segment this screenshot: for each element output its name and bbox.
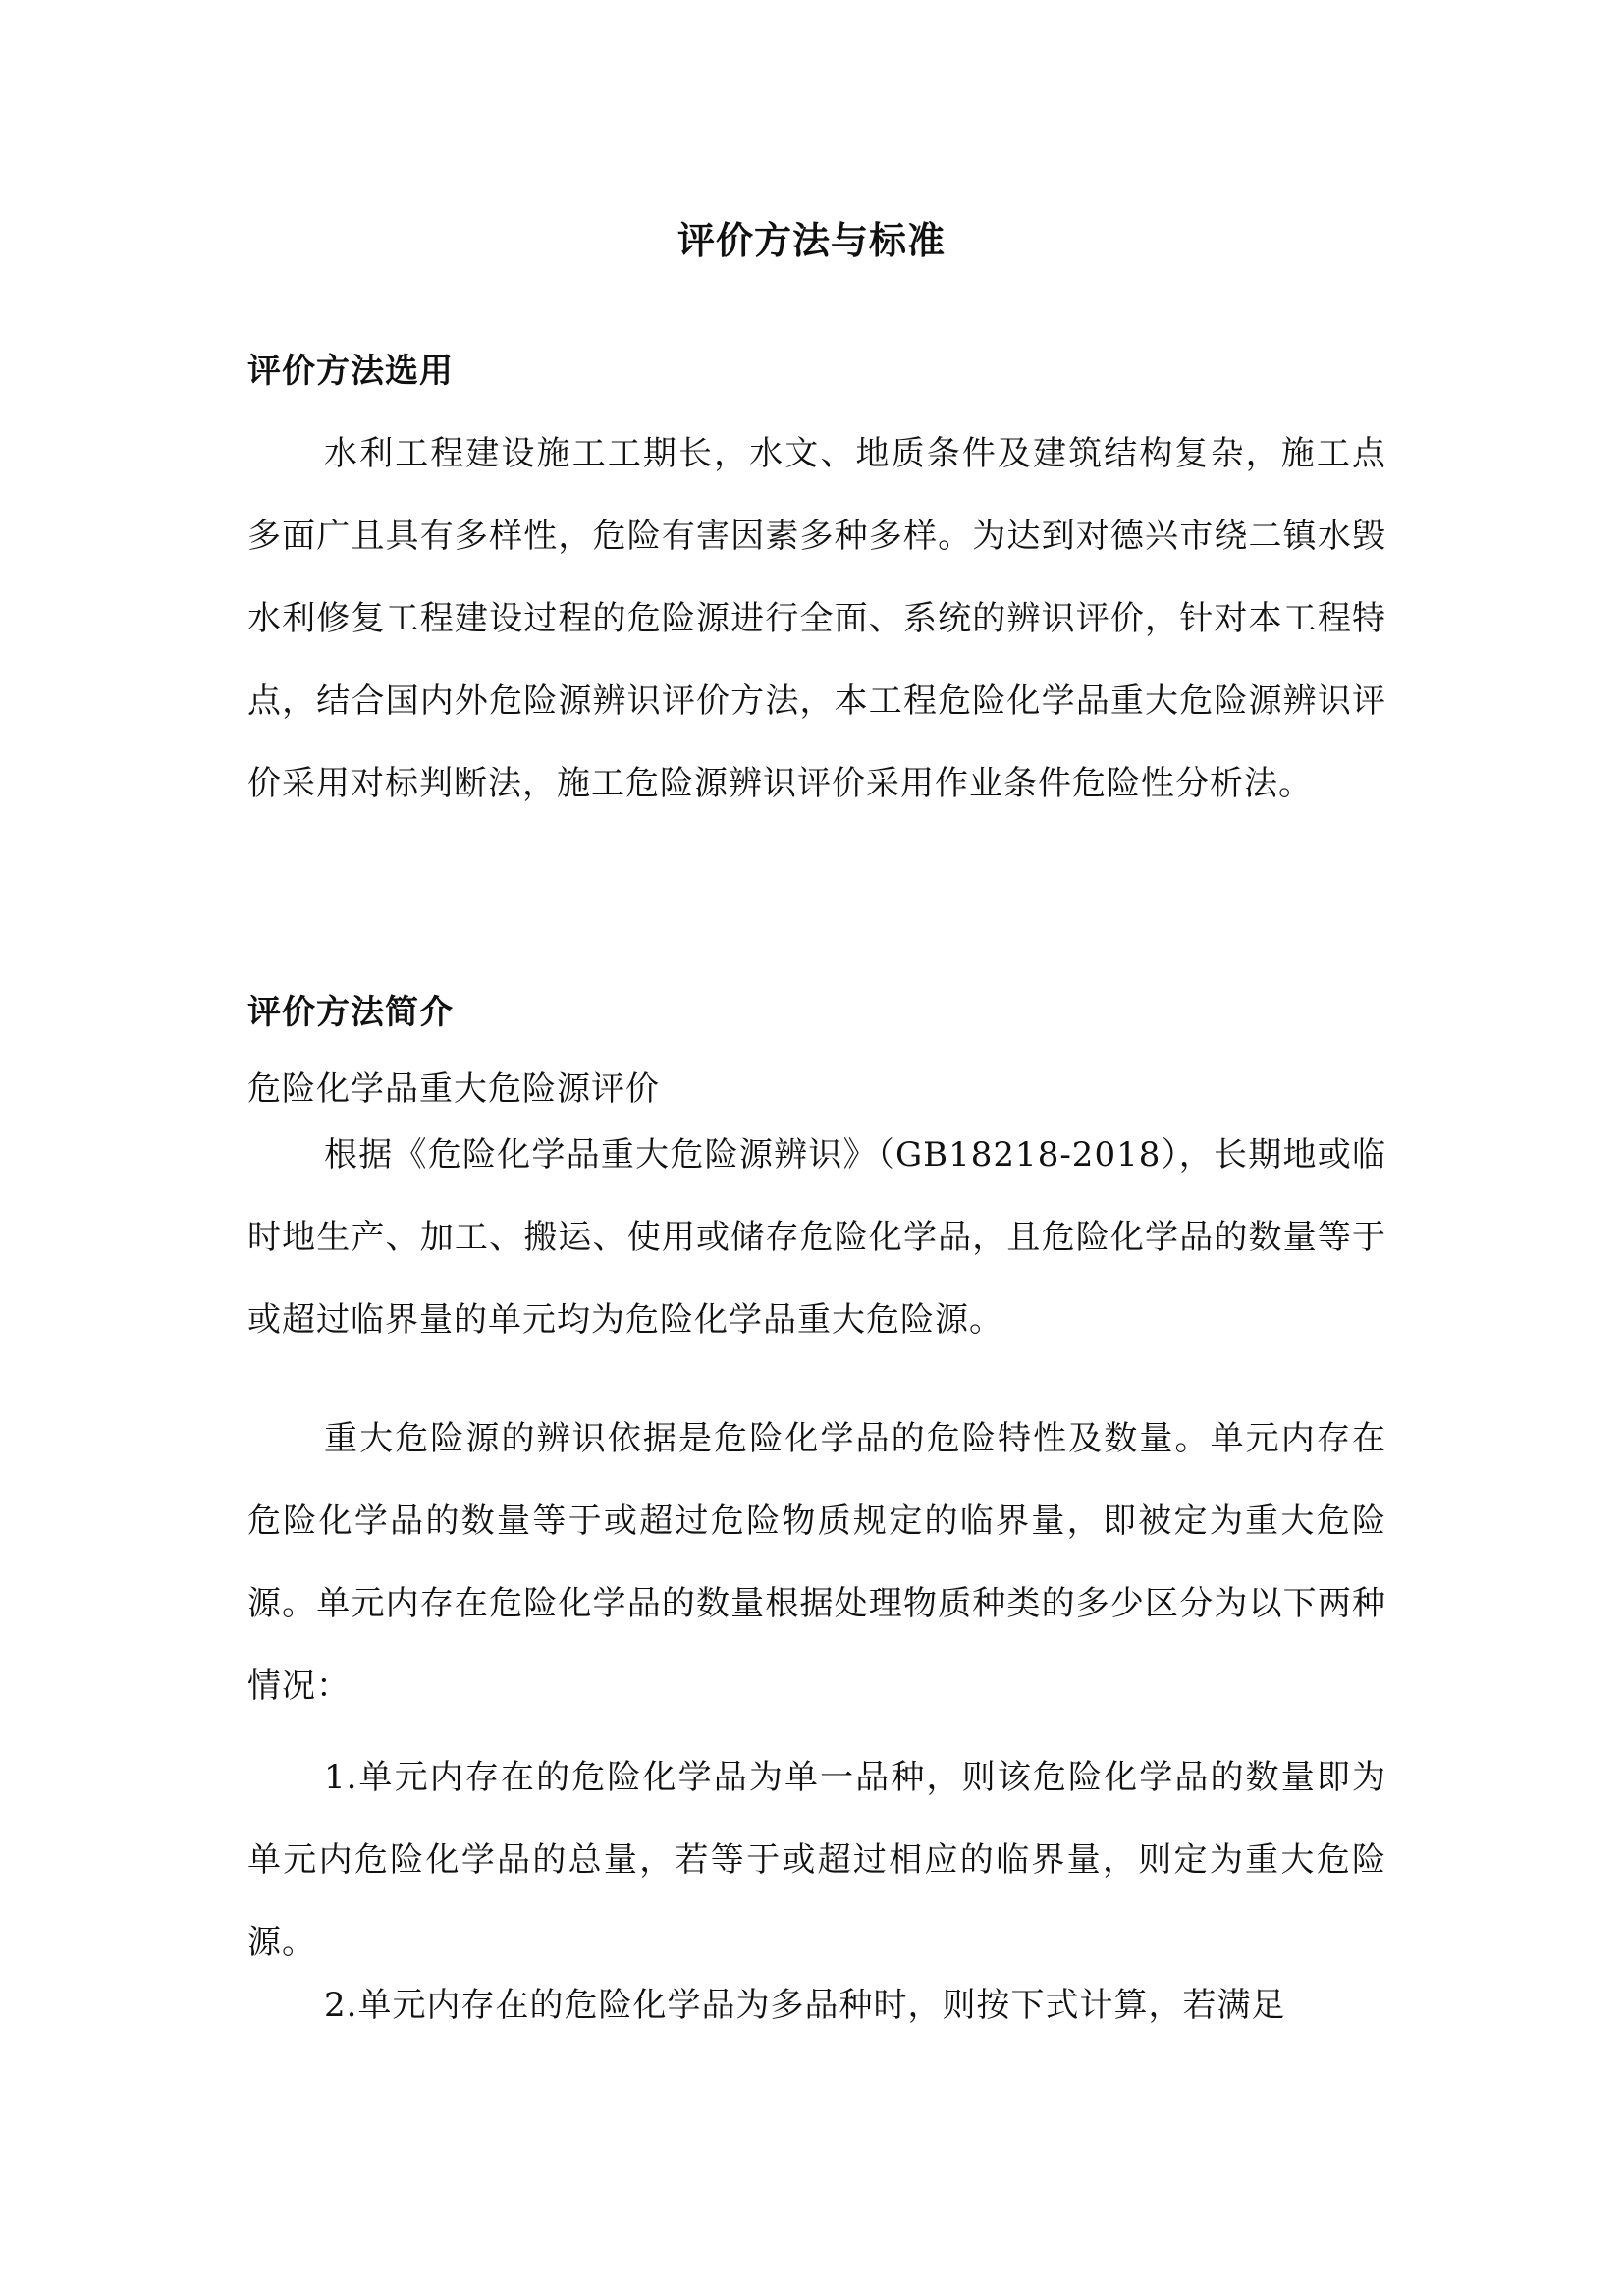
paragraph-gb-standard: 根据《危险化学品重大危险源辨识》（GB18218-2018），长期地或临时地生产、加工、搬运、使用或储存危险化学品，且危险化学品的数量等于或超过临界量的单元均为危险化学品重大危险源。 xyxy=(247,1135,1386,1339)
page-title: 评价方法与标准 xyxy=(676,218,946,262)
list-item-multiple-substances: 2.单元内存在的危险化学品为多品种时，则按下式计算，若满足 xyxy=(324,1986,1286,2025)
section-heading-method-selection: 评价方法选用 xyxy=(247,352,454,391)
section-heading-method-intro: 评价方法简介 xyxy=(247,993,454,1032)
subheading-hazardous-chemicals: 危险化学品重大危险源评价 xyxy=(247,1069,660,1109)
paragraph-identification-basis: 重大危险源的辨识依据是危险化学品的危险特性及数量。单元内存在危险化学品的数量等于或超过危险物质规定的临界量，即被定为重大危险源。单元内存在危险化学品的数量根据处理物质种类的多少区分为以下两种情况： xyxy=(247,1419,1386,1706)
list-item-single-substance: 1.单元内存在的危险化学品为单一品种，则该危险化学品的数量即为单元内危险化学品的总量，若等于或超过相应的临界量，则定为重大危险源。 xyxy=(247,1758,1386,1962)
paragraph-method-selection: 水利工程建设施工工期长，水文、地质条件及建筑结构复杂，施工点多面广且具有多样性，危险有害因素多种多样。为达到对德兴市绕二镇水毁水利修复工程建设过程的危险源进行全面、系统的辨识评价，针对本工程特点，结合国内外危险源辨识评价方法，本工程危险化学品重大危险源辨识评价采用对标判断法，施工危险源辨识评价采用作业条件危险性分析法。 xyxy=(247,434,1386,803)
